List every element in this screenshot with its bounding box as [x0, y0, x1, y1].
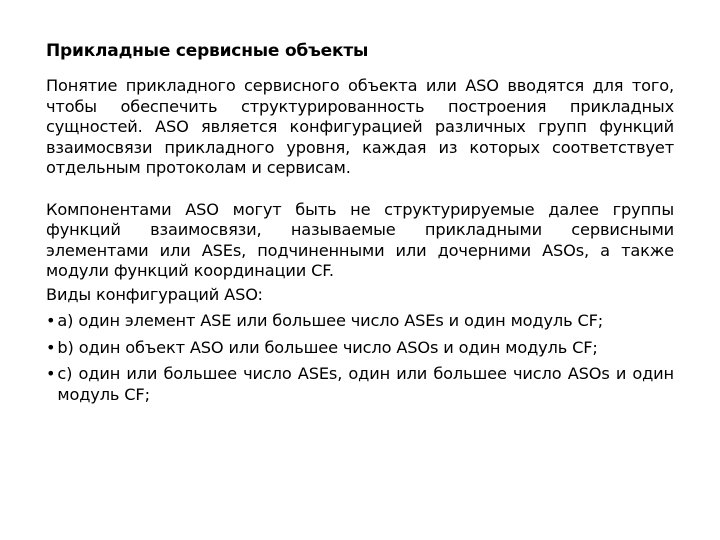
list-item-text: b) один объект ASO или большее число ASOs и один модуль CF;: [57, 337, 598, 357]
list-item: [46, 338, 674, 359]
list-item: [46, 311, 674, 332]
bullet-mark: •: [46, 364, 56, 383]
paragraph-aso-definition: Понятие прикладного сервисного объекта или ASO вводятся для того, чтобы обеспечить структурированность построения прикладных сущностей. ASO является конфигурацией различных групп функций взаимосвязи прикладного уровня, каждая из которых соответствует отдельным протоколам и сервисам.: [46, 76, 674, 177]
paragraph-aso-components: Компонентами ASO могут быть не структурируемые далее группы функций взаимосвязи, называемые прикладными сервисными элементами или ASEs, подчиненными или дочерними ASOs, а также модули функций координации CF.: [46, 199, 674, 280]
slide-title: Прикладные сервисные объекты: [46, 41, 369, 61]
bullet-mark: •: [46, 337, 56, 357]
paragraph-spacer: [46, 179, 674, 200]
list-item-text: а) один элемент ASE или большее число ASEs и один модуль CF;: [57, 311, 604, 330]
paragraph-config-types: Виды конфигураций ASO:: [46, 284, 263, 304]
list-item-text: с) один или большее число ASEs, один или большее число ASOs и один модуль CF;: [57, 364, 674, 404]
bullet-mark: •: [46, 311, 56, 330]
list-item: [46, 364, 674, 405]
